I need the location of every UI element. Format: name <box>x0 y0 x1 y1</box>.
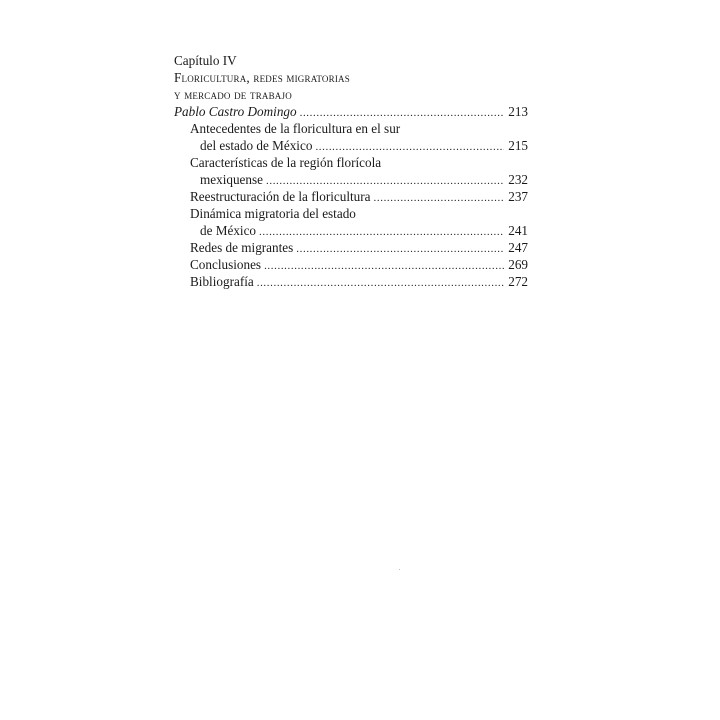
page-number: 213 <box>508 104 528 119</box>
dot-leader <box>259 224 504 241</box>
page-number: 247 <box>508 240 528 255</box>
entry-title-line-1: Características de la región florícola <box>190 155 382 170</box>
page-number: 241 <box>508 223 528 238</box>
entry-title: Bibliografía <box>190 274 254 289</box>
entry-leader-row <box>190 222 528 239</box>
entry-leader-row <box>190 137 528 154</box>
chapter-label: Capítulo IV <box>174 53 237 68</box>
dot-leader <box>257 275 504 292</box>
toc-entry <box>174 120 528 154</box>
author-row <box>174 103 528 120</box>
toc-entry <box>174 273 528 290</box>
scan-speck <box>399 569 400 570</box>
toc-entry <box>174 188 528 205</box>
toc-entry <box>174 256 528 273</box>
entry-title: Redes de migrantes <box>190 240 294 255</box>
entry-leader-row <box>190 256 528 273</box>
entry-leader-row <box>190 171 528 188</box>
entry-title: Conclusiones <box>190 257 262 272</box>
toc-entry <box>174 154 528 188</box>
dot-leader <box>296 241 504 258</box>
entry-leader-row <box>190 188 528 205</box>
entry-title: Reestructuración de la floricultura <box>190 189 371 204</box>
chapter-title-line-2: y mercado de trabajo <box>174 87 292 102</box>
entry-title-line-1: Dinámica migratoria del estado <box>190 206 356 221</box>
toc-entry <box>174 205 528 239</box>
entry-leader-row <box>190 239 528 256</box>
chapter-title-line-1: Floricultura, redes migratorias <box>174 70 350 85</box>
entry-leader-row <box>190 273 528 290</box>
author-name: Pablo Castro Domingo <box>174 104 297 119</box>
table-of-contents <box>174 52 528 290</box>
page-number: 272 <box>508 274 528 289</box>
page-number: 232 <box>508 172 528 187</box>
entry-title-line-2: de México <box>200 223 257 238</box>
dot-leader <box>374 190 504 207</box>
page-number: 237 <box>508 189 528 204</box>
toc-entry <box>174 239 528 256</box>
entry-title-line-1: Antecedentes de la floricultura en el sur <box>190 121 401 136</box>
entry-title-line-2: mexiquense <box>200 172 263 187</box>
page-number: 215 <box>508 138 528 153</box>
page-number: 269 <box>508 257 528 272</box>
dot-leader <box>264 258 504 275</box>
entry-title-line-2: del estado de México <box>200 138 313 153</box>
